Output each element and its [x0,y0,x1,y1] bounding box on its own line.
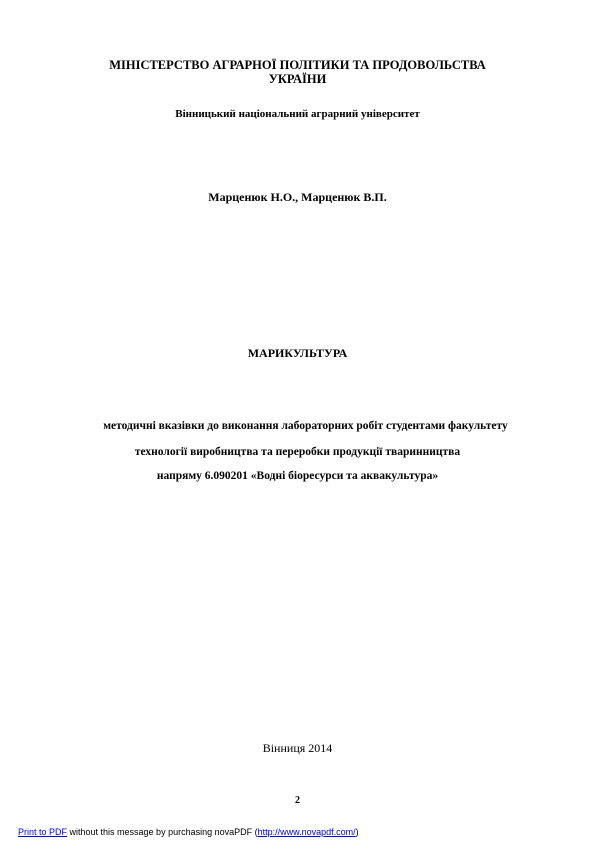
footer-message: without this message by purchasing novaPDF ( [67,827,258,837]
university-name: Вінницький національний аграрний університет [175,108,420,120]
novapdf-footer [18,827,359,837]
footer-close-paren: ) [355,827,359,837]
print-to-pdf-link[interactable]: Print to PDF [18,827,68,837]
document-title: МАРИКУЛЬТУРА [247,346,348,360]
description-line1: методичні вказівки до виконання лабораторних робіт студентами факультету [103,420,508,432]
ministry-heading-line2: УКРАЇНИ [268,72,327,86]
city-year: Вінниця 2014 [262,741,333,755]
authors: Марценюк Н.О., Марценюк В.П. [208,190,387,204]
ministry-heading-line1: МІНІСТЕРСТВО АГРАРНОЇ ПОЛІТИКИ ТА ПРОДОВОЛЬСТВА [109,58,486,72]
description-line2: технології виробництва та переробки продукції тваринництва [134,446,461,458]
novapdf-url-link[interactable]: http://www.novapdf.com/ [257,827,356,837]
description-line3: напряму 6.090201 «Водні біоресурси та аквакультура» [156,470,439,482]
page-number: 2 [295,795,300,806]
